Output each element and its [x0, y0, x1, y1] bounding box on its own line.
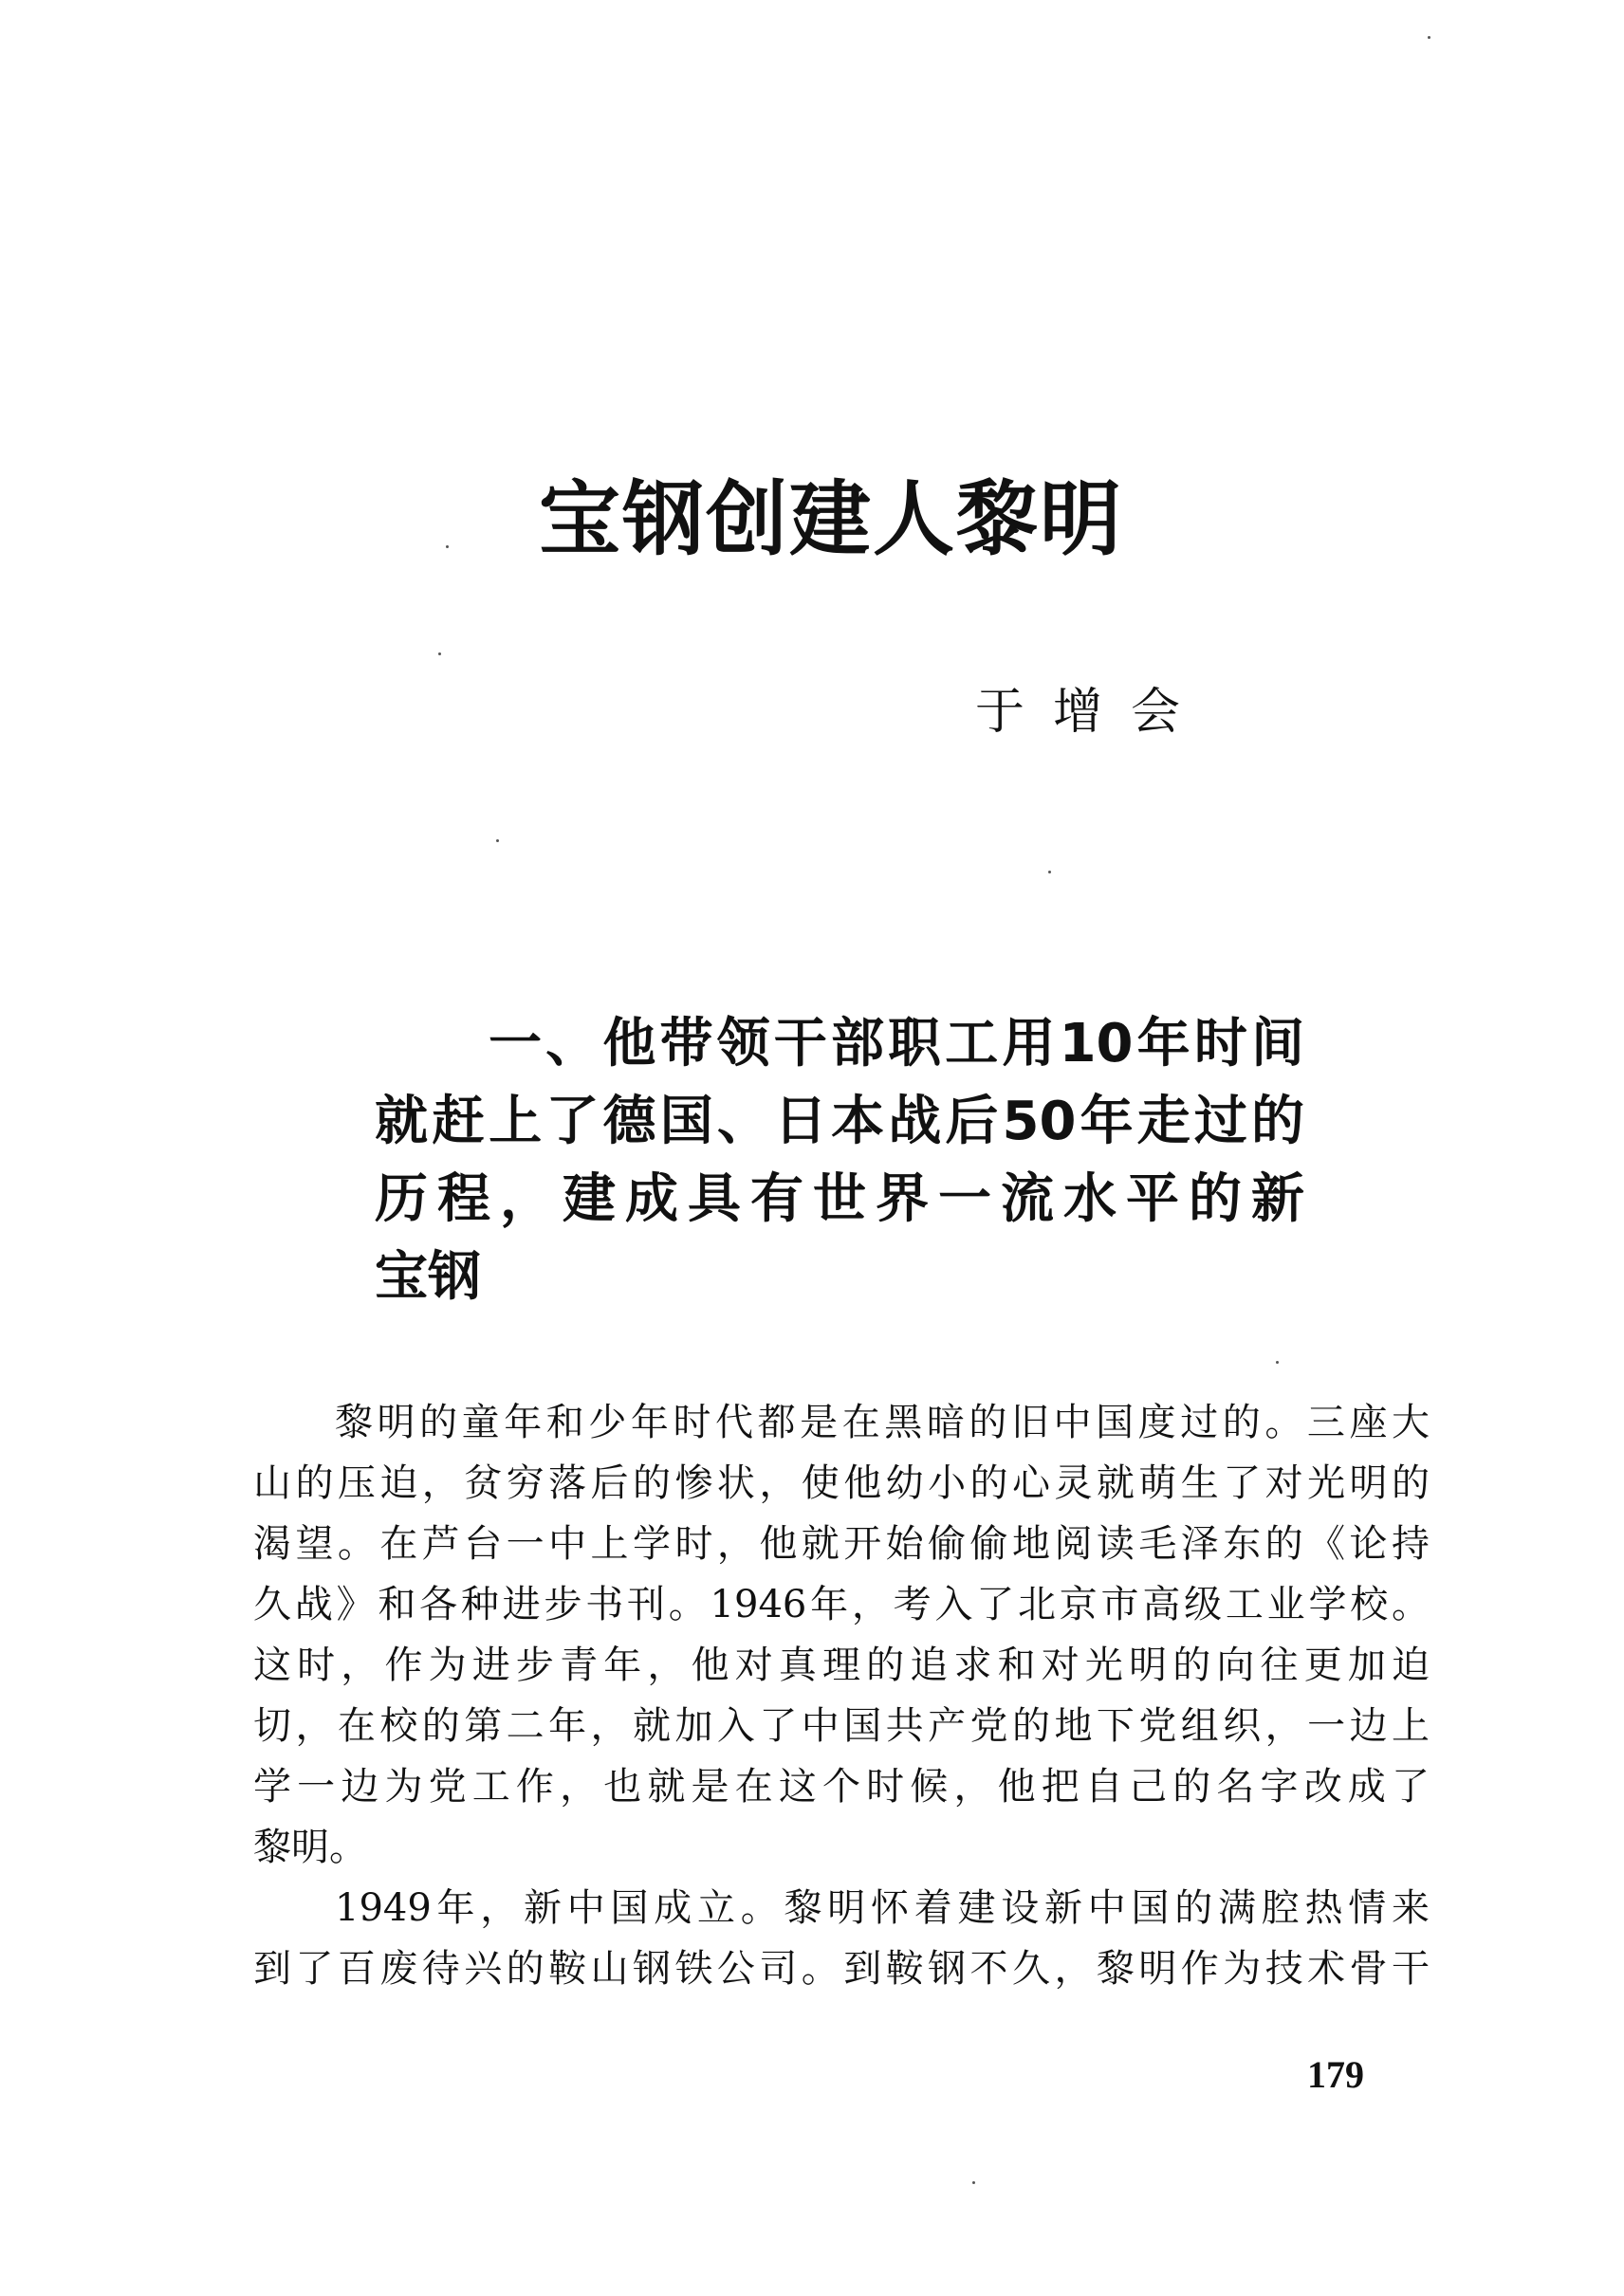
section-heading-line: 宝钢 — [375, 1246, 481, 1308]
body-line: 切，在校的第二年，就加入了中国共产党的地下党组织，一边上 — [253, 1704, 1430, 1748]
body-line: 到了百废待兴的鞍山钢铁公司。到鞍钢不久，黎明作为技术骨干 — [253, 1947, 1430, 1991]
scan-speck — [1428, 36, 1430, 39]
body-line: 黎明的童年和少年时代都是在黑暗的旧中国度过的。三座大 — [335, 1401, 1430, 1444]
body-line: 1949年，新中国成立。黎明怀着建设新中国的满腔热情来 — [335, 1886, 1430, 1930]
body-line: 学一边为党工作，也就是在这个时候，他把自己的名字改成了 — [253, 1765, 1430, 1809]
section-heading-line: 就赶上了德国、日本战后50年走过的 — [375, 1091, 1304, 1152]
scan-speck — [1048, 871, 1051, 873]
body-line: 山的压迫，贫穷落后的惨状，使他幼小的心灵就萌生了对光明的 — [253, 1461, 1430, 1505]
body-text — [253, 1392, 1430, 1999]
section-heading-line: 一、他带领干部职工用10年时间 — [489, 1013, 1304, 1075]
section-heading-line: 历程，建成具有世界一流水平的新 — [375, 1168, 1304, 1230]
article-author: 于增会 — [975, 684, 1209, 741]
page-number: 179 — [1307, 2053, 1364, 2096]
body-line: 久战》和各种进步书刊。1946年，考入了北京市高级工业学校。 — [253, 1583, 1430, 1626]
body-line: 这时，作为进步青年，他对真理的追求和对光明的向往更加迫 — [253, 1644, 1430, 1687]
section-heading — [375, 1005, 1304, 1316]
scan-speck — [446, 545, 449, 548]
scan-speck — [496, 839, 499, 842]
article-title: 宝钢创建人黎明 — [539, 471, 1123, 567]
body-line: 黎明。 — [253, 1826, 367, 1869]
scan-speck — [438, 652, 441, 655]
scan-speck — [972, 2181, 975, 2184]
scan-speck — [1276, 1361, 1279, 1364]
body-line: 渴望。在芦台一中上学时，他就开始偷偷地阅读毛泽东的《论持 — [253, 1522, 1430, 1566]
